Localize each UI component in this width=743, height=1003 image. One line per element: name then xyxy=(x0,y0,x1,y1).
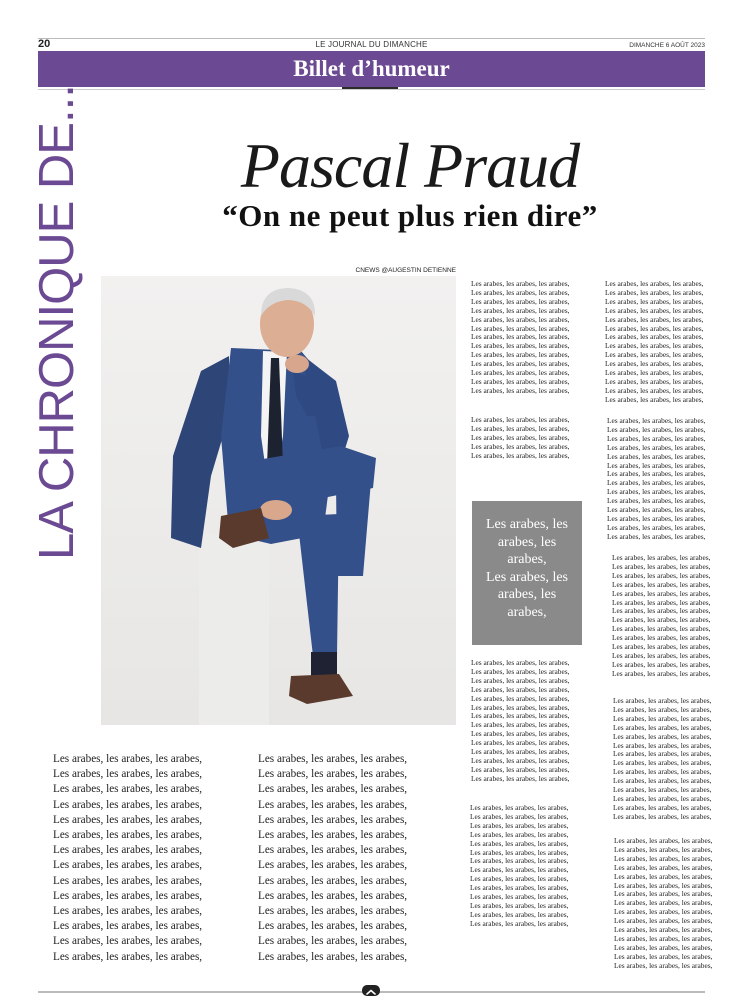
text-line: Les arabes, les arabes, les arabes, xyxy=(471,314,570,324)
text-line: Les arabes, les arabes, les arabes, xyxy=(605,314,704,324)
text-line: Les arabes, les arabes, les arabes, xyxy=(613,811,712,821)
text-line: Les arabes, les arabes, les arabes, xyxy=(471,432,570,442)
pull-quote-line: arabes, xyxy=(507,604,547,620)
text-line: Les arabes, les arabes, les arabes, xyxy=(614,907,713,917)
text-line: Les arabes, les arabes, les arabes, xyxy=(53,905,203,918)
text-line: Les arabes, les arabes, les arabes, xyxy=(613,731,712,741)
text-line: Les arabes, les arabes, les arabes, xyxy=(258,874,408,887)
text-line: Les arabes, les arabes, les arabes, xyxy=(613,793,712,803)
text-line: Les arabes, les arabes, les arabes, xyxy=(614,898,713,908)
text-line: Les arabes, les arabes, les arabes, xyxy=(258,783,408,796)
text-line: Les arabes, les arabes, les arabes, xyxy=(471,368,570,378)
photo-credit: CNEWS @AUGESTIN DETIENNE xyxy=(355,267,456,274)
text-line: Les arabes, les arabes, les arabes, xyxy=(607,513,706,523)
text-line: Les arabes, les arabes, les arabes, xyxy=(471,296,570,306)
publication-name: LE JOURNAL DU DIMANCHE xyxy=(315,40,428,49)
column-3-block-2 xyxy=(471,416,570,461)
text-line: Les arabes, les arabes, les arabes, xyxy=(605,359,704,369)
text-line: Les arabes, les arabes, les arabes, xyxy=(614,889,713,899)
vertical-section-title: LA CHRONIQUE DE... xyxy=(30,85,84,560)
text-line: Les arabes, les arabes, les arabes, xyxy=(613,802,712,812)
text-line: Les arabes, les arabes, les arabes, xyxy=(53,768,203,781)
text-line: Les arabes, les arabes, les arabes, xyxy=(470,900,569,910)
text-line: Les arabes, les arabes, les arabes, xyxy=(258,753,408,765)
text-line: Les arabes, les arabes, les arabes, xyxy=(470,803,569,812)
text-line: Les arabes, les arabes, les arabes, xyxy=(605,368,704,378)
text-line: Les arabes, les arabes, les arabes, xyxy=(470,838,569,848)
text-line: Les arabes, les arabes, les arabes, xyxy=(614,942,713,952)
text-line: Les arabes, les arabes, les arabes, xyxy=(470,829,569,839)
text-line: Les arabes, les arabes, les arabes, xyxy=(471,441,570,451)
text-line: Les arabes, les arabes, les arabes, xyxy=(614,880,713,890)
pull-quote-line: Les arabes, les xyxy=(485,569,569,585)
text-line: Les arabes, les arabes, les arabes, xyxy=(471,415,570,424)
text-line: Les arabes, les arabes, les arabes, xyxy=(605,287,704,297)
text-line: Les arabes, les arabes, les arabes, xyxy=(612,588,711,598)
text-line: Les arabes, les arabes, les arabes, xyxy=(471,658,570,667)
column-1-bottom xyxy=(53,752,202,965)
text-line: Les arabes, les arabes, les arabes, xyxy=(470,820,569,830)
header-rule xyxy=(38,38,705,39)
text-line: Les arabes, les arabes, les arabes, xyxy=(258,829,408,842)
text-line: Les arabes, les arabes, les arabes, xyxy=(613,713,712,723)
text-line: Les arabes, les arabes, les arabes, xyxy=(607,487,706,497)
text-line: Les arabes, les arabes, les arabes, xyxy=(605,341,704,351)
text-line: Les arabes, les arabes, les arabes, xyxy=(471,341,570,351)
text-line: Les arabes, les arabes, les arabes, xyxy=(614,951,713,961)
text-line: Les arabes, les arabes, les arabes, xyxy=(471,385,570,395)
text-line: Les arabes, les arabes, les arabes, xyxy=(607,505,706,515)
text-line: Les arabes, les arabes, les arabes, xyxy=(258,920,408,933)
text-line: Les arabes, les arabes, les arabes, xyxy=(470,865,569,875)
text-line: Les arabes, les arabes, les arabes, xyxy=(258,859,408,872)
text-line: Les arabes, les arabes, les arabes, xyxy=(612,597,711,607)
text-line: Les arabes, les arabes, les arabes, xyxy=(258,905,408,918)
text-line: Les arabes, les arabes, les arabes, xyxy=(614,836,713,845)
text-line: Les arabes, les arabes, les arabes, xyxy=(470,918,569,928)
text-line: Les arabes, les arabes, les arabes, xyxy=(605,394,704,404)
text-line: Les arabes, les arabes, les arabes, xyxy=(471,323,570,333)
text-line: Les arabes, les arabes, les arabes, xyxy=(605,332,704,342)
text-line: Les arabes, les arabes, les arabes, xyxy=(614,925,713,935)
text-line: Les arabes, les arabes, les arabes, xyxy=(53,889,203,902)
text-line: Les arabes, les arabes, les arabes, xyxy=(258,768,408,781)
text-line: Les arabes, les arabes, les arabes, xyxy=(607,469,706,479)
text-line: Les arabes, les arabes, les arabes, xyxy=(470,856,569,866)
text-line: Les arabes, les arabes, les arabes, xyxy=(612,615,711,625)
pull-quote-line: arabes, xyxy=(507,552,547,567)
text-line: Les arabes, les arabes, les arabes, xyxy=(53,859,203,872)
text-line: Les arabes, les arabes, les arabes, xyxy=(53,798,203,811)
column-3-block-3 xyxy=(471,659,570,784)
text-line: Les arabes, les arabes, les arabes, xyxy=(470,811,569,821)
column-2-bottom xyxy=(258,752,407,965)
text-line: Les arabes, les arabes, les arabes, xyxy=(607,531,706,541)
text-line: Les arabes, les arabes, les arabes, xyxy=(471,738,570,748)
text-line: Les arabes, les arabes, les arabes, xyxy=(605,350,704,360)
text-line: Les arabes, les arabes, les arabes, xyxy=(471,702,570,712)
text-line: Les arabes, les arabes, les arabes, xyxy=(613,776,712,786)
text-line: Les arabes, les arabes, les arabes, xyxy=(614,853,713,863)
text-line: Les arabes, les arabes, les arabes, xyxy=(605,305,704,315)
issue-date: DIMANCHE 6 AOÛT 2023 xyxy=(629,42,705,49)
text-line: Les arabes, les arabes, les arabes, xyxy=(471,666,570,676)
author-name: Pascal Praud xyxy=(240,130,580,201)
text-line: Les arabes, les arabes, les arabes, xyxy=(613,696,712,705)
text-line: Les arabes, les arabes, les arabes, xyxy=(471,675,570,685)
text-line: Les arabes, les arabes, les arabes, xyxy=(53,874,203,887)
text-line: Les arabes, les arabes, les arabes, xyxy=(53,950,203,963)
text-line: Les arabes, les arabes, les arabes, xyxy=(53,813,203,826)
text-line: Les arabes, les arabes, les arabes, xyxy=(471,287,570,297)
text-line: Les arabes, les arabes, les arabes, xyxy=(607,424,706,434)
text-line: Les arabes, les arabes, les arabes, xyxy=(470,847,569,857)
text-line: Les arabes, les arabes, les arabes, xyxy=(470,892,569,902)
text-line: Les arabes, les arabes, les arabes, xyxy=(614,844,713,854)
text-line: Les arabes, les arabes, les arabes, xyxy=(607,478,706,488)
text-line: Les arabes, les arabes, les arabes, xyxy=(607,460,706,470)
text-line: Les arabes, les arabes, les arabes, xyxy=(612,624,711,634)
text-line: Les arabes, les arabes, les arabes, xyxy=(612,659,711,669)
column-4-block-2 xyxy=(607,417,706,542)
text-line: Les arabes, les arabes, les arabes, xyxy=(471,764,570,774)
text-line: Les arabes, les arabes, les arabes, xyxy=(605,385,704,395)
text-line: Les arabes, les arabes, les arabes, xyxy=(614,871,713,881)
text-line: Les arabes, les arabes, les arabes, xyxy=(471,711,570,721)
column-4-block-5 xyxy=(614,837,713,971)
text-line: Les arabes, les arabes, les arabes, xyxy=(613,704,712,714)
text-line: Les arabes, les arabes, les arabes, xyxy=(53,753,203,765)
text-line: Les arabes, les arabes, les arabes, xyxy=(612,633,711,643)
text-line: Les arabes, les arabes, les arabes, xyxy=(612,561,711,571)
banner-rule xyxy=(38,89,705,90)
pull-quote-line: Les arabes, les xyxy=(485,517,569,532)
text-line: Les arabes, les arabes, les arabes, xyxy=(613,767,712,777)
text-line: Les arabes, les arabes, les arabes, xyxy=(607,522,706,532)
text-line: Les arabes, les arabes, les arabes, xyxy=(471,423,570,433)
text-line: Les arabes, les arabes, les arabes, xyxy=(471,747,570,757)
text-line: Les arabes, les arabes, les arabes, xyxy=(607,496,706,506)
text-line: Les arabes, les arabes, les arabes, xyxy=(53,844,203,857)
text-line: Les arabes, les arabes, les arabes, xyxy=(607,451,706,461)
text-line: Les arabes, les arabes, les arabes, xyxy=(614,933,713,943)
text-line: Les arabes, les arabes, les arabes, xyxy=(470,874,569,884)
text-line: Les arabes, les arabes, les arabes, xyxy=(614,960,713,970)
text-line: Les arabes, les arabes, les arabes, xyxy=(258,844,408,857)
text-line: Les arabes, les arabes, les arabes, xyxy=(613,785,712,795)
man-in-suit-photo xyxy=(101,276,456,725)
column-3-block-4 xyxy=(470,804,569,929)
text-line: Les arabes, les arabes, les arabes, xyxy=(471,773,570,783)
text-line: Les arabes, les arabes, les arabes, xyxy=(612,606,711,616)
text-line: Les arabes, les arabes, les arabes, xyxy=(612,553,711,562)
text-line: Les arabes, les arabes, les arabes, xyxy=(612,650,711,660)
chevron-up-icon[interactable] xyxy=(362,985,380,996)
text-line: Les arabes, les arabes, les arabes, xyxy=(613,740,712,750)
text-line: Les arabes, les arabes, les arabes, xyxy=(471,305,570,315)
text-line: Les arabes, les arabes, les arabes, xyxy=(471,279,570,288)
text-line: Les arabes, les arabes, les arabes, xyxy=(471,350,570,360)
text-line: Les arabes, les arabes, les arabes, xyxy=(607,433,706,443)
text-line: Les arabes, les arabes, les arabes, xyxy=(471,755,570,765)
text-line: Les arabes, les arabes, les arabes, xyxy=(614,862,713,872)
text-line: Les arabes, les arabes, les arabes, xyxy=(471,720,570,730)
text-line: Les arabes, les arabes, les arabes, xyxy=(612,668,711,678)
pull-quote-text xyxy=(472,516,582,621)
text-line: Les arabes, les arabes, les arabes, xyxy=(53,935,203,948)
text-line: Les arabes, les arabes, les arabes, xyxy=(470,883,569,893)
text-line: Les arabes, les arabes, les arabes, xyxy=(258,950,408,963)
text-line: Les arabes, les arabes, les arabes, xyxy=(614,916,713,926)
text-line: Les arabes, les arabes, les arabes, xyxy=(605,279,704,288)
text-line: Les arabes, les arabes, les arabes, xyxy=(53,783,203,796)
text-line: Les arabes, les arabes, les arabes, xyxy=(53,829,203,842)
text-line: Les arabes, les arabes, les arabes, xyxy=(258,813,408,826)
text-line: Les arabes, les arabes, les arabes, xyxy=(605,323,704,333)
column-4-block-4 xyxy=(613,697,712,822)
text-line: Les arabes, les arabes, les arabes, xyxy=(53,920,203,933)
text-line: Les arabes, les arabes, les arabes, xyxy=(258,889,408,902)
column-4-block-1 xyxy=(605,280,704,405)
column-3-block-1 xyxy=(471,280,570,396)
text-line: Les arabes, les arabes, les arabes, xyxy=(613,758,712,768)
text-line: Les arabes, les arabes, les arabes, xyxy=(612,642,711,652)
article-headline: “On ne peut plus rien dire” xyxy=(222,198,598,233)
text-line: Les arabes, les arabes, les arabes, xyxy=(605,376,704,386)
text-line: Les arabes, les arabes, les arabes, xyxy=(258,798,408,811)
text-line: Les arabes, les arabes, les arabes, xyxy=(471,359,570,369)
pull-quote-line: arabes, les xyxy=(497,587,557,602)
text-line: Les arabes, les arabes, les arabes, xyxy=(471,332,570,342)
page-number: 20 xyxy=(38,38,51,50)
text-line: Les arabes, les arabes, les arabes, xyxy=(470,909,569,919)
text-line: Les arabes, les arabes, les arabes, xyxy=(471,684,570,694)
text-line: Les arabes, les arabes, les arabes, xyxy=(612,579,711,589)
text-line: Les arabes, les arabes, les arabes, xyxy=(471,450,570,460)
text-line: Les arabes, les arabes, les arabes, xyxy=(258,935,408,948)
text-line: Les arabes, les arabes, les arabes, xyxy=(612,570,711,580)
text-line: Les arabes, les arabes, les arabes, xyxy=(607,442,706,452)
text-line: Les arabes, les arabes, les arabes, xyxy=(605,296,704,306)
text-line: Les arabes, les arabes, les arabes, xyxy=(613,722,712,732)
text-line: Les arabes, les arabes, les arabes, xyxy=(471,693,570,703)
text-line: Les arabes, les arabes, les arabes, xyxy=(607,416,706,425)
section-banner-title: Billet d’humeur xyxy=(293,56,450,81)
column-4-block-3 xyxy=(612,554,711,679)
text-line: Les arabes, les arabes, les arabes, xyxy=(471,376,570,386)
text-line: Les arabes, les arabes, les arabes, xyxy=(471,729,570,739)
text-line: Les arabes, les arabes, les arabes, xyxy=(613,749,712,759)
pull-quote-line: arabes, les xyxy=(497,534,557,550)
